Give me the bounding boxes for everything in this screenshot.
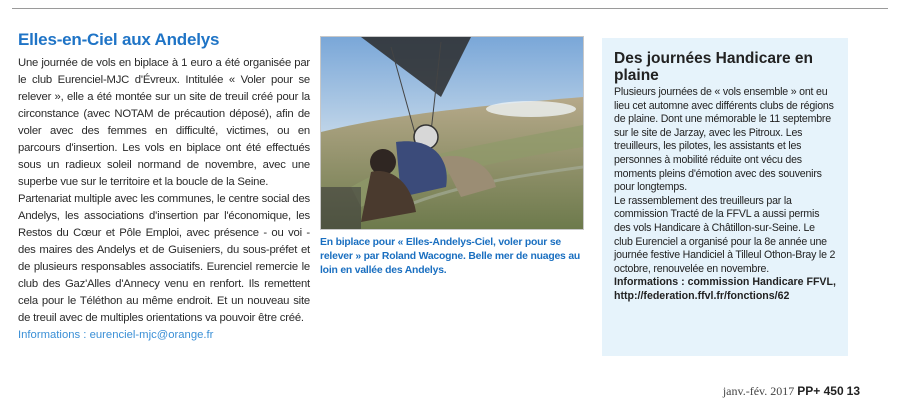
tandem-paraglider-photo: [320, 36, 584, 230]
sidebar-paragraph-1: Plusieurs journées de « vols ensemble » ont eu lieu cet automne avec différents clubs de régions de plaine. Dont une mémorable le 11 septembre sur le site de Jarzay, avec les Pitroux. Les treuilleurs, les pilotes, les assistants et les personnes à mobilité réduite ont vécu des moments pleins d'émotion avec des souvenirs pour longtemps.: [614, 86, 834, 194]
article-paragraph-2: Partenariat multiple avec les communes, le centre social des Andelys, les associations d'insertion par l'économique, les Restos du Cœur et Pôle Emploi, avec présence - ou voi - des maires des Andelys et de Guiseniers, du sous-préfet et de plusieurs responsables associatifs. Eurenciel remercie le club des Gaz'Alles d'Annecy venu en renfort. Ils remettent cela pour le Téléthon au même endroit. Et un nouveau site de treuil avec de multiples orientations va pouvoir être créé.: [18, 193, 310, 324]
top-rule: [12, 8, 888, 9]
page-folio: [723, 384, 860, 399]
folio-page-number: 13: [846, 384, 860, 398]
sidebar-box: [602, 38, 848, 356]
article-info-label: Informations :: [18, 329, 90, 341]
sidebar-paragraph-2: Le rassemblement des treuilleurs par la commission Tracté de la FFVL a aussi permis des vols Handicare à Châtillon-sur-Seine. Le club Eurenciel a organisé pour la 8e année une journée festive Handiciel à Tilleul Othon-Bray le 2 octobre, renouvelée en novembre.: [614, 194, 836, 275]
article-headline: Elles-en-Ciel aux Andelys: [18, 30, 220, 49]
article-paragraph-1: Une journée de vols en biplace à 1 euro a été organisée par le club Eurenciel-MJC d'Évreux. Intitulée « Voler pour se relever », elle a été montée sur un site de treuil créé pour la circonstance (avec NOTAM de précaution déposé), afin de voler avec des femmes en difficulté, victimes, ou en parcours d'insertion. Les vols en biplace ont été effectués sous un radieux soleil normand de novembre, avec une superbe vue sur le territoire et la boucle de la Seine.: [18, 57, 310, 188]
sidebar-info[interactable]: Informations : commission Handicare FFVL, http://federation.ffvl.fr/fonctions/62: [614, 276, 836, 302]
article-info: [18, 327, 310, 344]
article-info-email[interactable]: eurenciel-mjc@orange.fr: [89, 329, 214, 341]
folio-magazine: PP+ 450: [797, 384, 844, 398]
sidebar-title: Des journées Handicare en plaine: [614, 50, 813, 84]
article-column: [18, 30, 310, 344]
folio-date: janv.-fév. 2017: [722, 384, 795, 398]
photo-caption: En biplace pour « Elles-Andelys-Ciel, voler pour se relever » par Roland Wacogne. Belle mer de nuages au loin en vallée des Andelys.: [320, 237, 581, 276]
